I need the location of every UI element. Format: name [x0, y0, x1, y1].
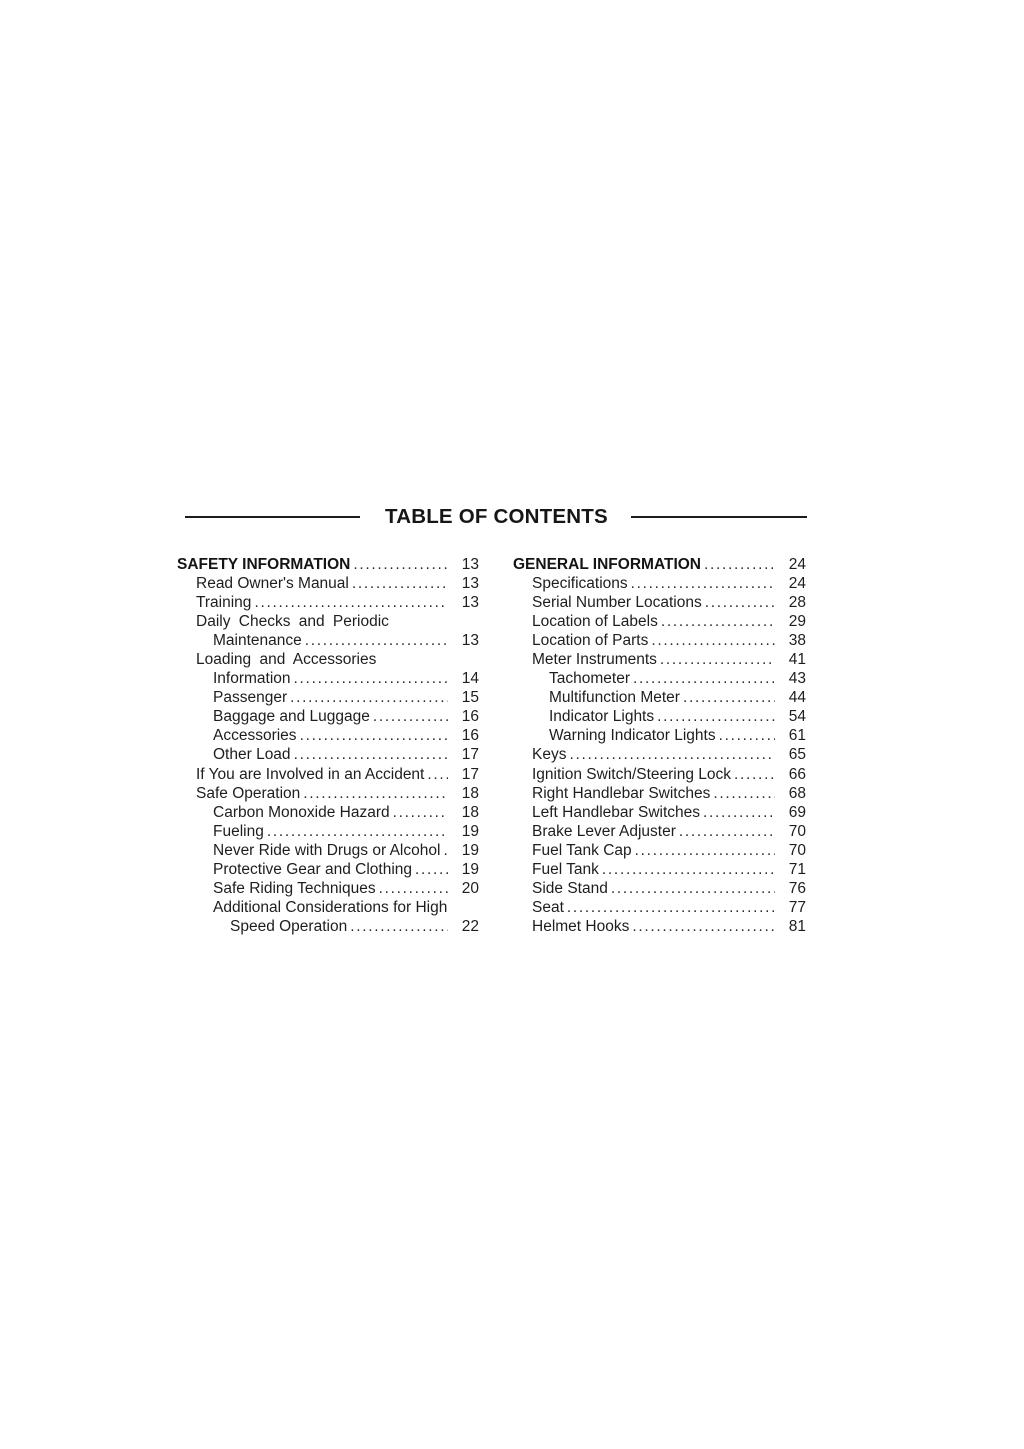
toc-entry-page: 19: [461, 822, 479, 840]
toc-entry-label: Right Handlebar Switches: [532, 784, 711, 802]
toc-entry-page: 18: [461, 803, 479, 821]
dot-leader: [705, 593, 775, 612]
toc-entry-label: Tachometer: [549, 670, 630, 688]
dot-leader: [704, 555, 775, 574]
toc-entry-label: Fueling: [213, 822, 264, 840]
table-of-contents-header: [185, 503, 807, 531]
dot-leader: [379, 879, 448, 898]
toc-entry: [513, 745, 806, 764]
toc-entry-page: 24: [788, 556, 806, 573]
dot-leader: [294, 745, 448, 764]
toc-entry-label: Daily Checks and Periodic: [196, 613, 389, 631]
toc-entry-page: 38: [788, 632, 806, 650]
toc-entry-page: 13: [461, 556, 479, 573]
toc-entry-page: 68: [788, 784, 806, 802]
dot-leader: [443, 841, 448, 860]
dot-leader: [254, 593, 448, 612]
toc-entry-page: 44: [788, 689, 806, 707]
toc-entry-label: Maintenance: [213, 632, 302, 650]
dot-leader: [651, 631, 775, 650]
toc-entry-label: Fuel Tank Cap: [532, 841, 632, 859]
toc-entry-page: 24: [788, 575, 806, 593]
toc-entry: [513, 841, 806, 860]
toc-entry: [177, 650, 479, 669]
dot-leader: [657, 707, 775, 726]
toc-column-right: [513, 555, 806, 936]
toc-entry-page: 28: [788, 594, 806, 612]
toc-entry-page: 16: [461, 727, 479, 745]
toc-entry: [177, 860, 479, 879]
toc-entry-label: Accessories: [213, 727, 297, 745]
toc-entry-label: Keys: [532, 746, 567, 764]
toc-entry-page: 41: [788, 651, 806, 669]
title-rule-left: [185, 516, 360, 518]
toc-entry: [177, 726, 479, 745]
toc-entry-label: Carbon Monoxide Hazard: [213, 803, 390, 821]
toc-entry-label: Warning Indicator Lights: [549, 727, 716, 745]
toc-entry: [177, 669, 479, 688]
toc-entry-label: Safe Riding Techniques: [213, 879, 376, 897]
toc-entry-label: GENERAL INFORMATION: [513, 556, 702, 573]
toc-entry-label: Loading and Accessories: [196, 651, 377, 669]
toc-entry: [513, 784, 806, 803]
toc-entry-label: Ignition Switch/Steering Lock: [532, 765, 732, 783]
dot-leader: [267, 822, 448, 841]
toc-entry-label: Fuel Tank: [532, 860, 599, 878]
dot-leader: [734, 765, 775, 784]
dot-leader: [635, 841, 775, 860]
dot-leader: [393, 803, 448, 822]
toc-entry-page: 17: [461, 765, 479, 783]
toc-entry-page: 29: [788, 613, 806, 631]
toc-entry-label: Read Owner's Manual: [196, 575, 349, 593]
toc-entry: [177, 688, 479, 707]
toc-entry-label: Additional Considerations for High: [213, 898, 448, 916]
toc-entry-page: 70: [788, 822, 806, 840]
toc-entry: [513, 879, 806, 898]
toc-entry-label: Baggage and Luggage: [213, 708, 370, 726]
toc-entry: [513, 688, 806, 707]
toc-entry-label: Information: [213, 670, 291, 688]
dot-leader: [567, 898, 775, 917]
dot-leader: [611, 879, 775, 898]
toc-entry: [177, 841, 479, 860]
toc-entry: [513, 822, 806, 841]
dot-leader: [683, 688, 775, 707]
toc-entry: [513, 555, 806, 574]
toc-entry-label: Helmet Hooks: [532, 917, 630, 935]
toc-entry: [513, 593, 806, 612]
dot-leader: [633, 669, 775, 688]
toc-entry-page: 54: [788, 708, 806, 726]
toc-entry-page: 15: [461, 689, 479, 707]
toc-entry-label: Location of Parts: [532, 632, 649, 650]
toc-entry-page: 81: [788, 917, 806, 935]
toc-entry: [513, 669, 806, 688]
dot-leader: [569, 745, 775, 764]
toc-entry-page: 19: [461, 860, 479, 878]
toc-entry-label: Multifunction Meter: [549, 689, 680, 707]
dot-leader: [679, 822, 775, 841]
toc-entry-page: 13: [461, 594, 479, 612]
toc-entry: [177, 784, 479, 803]
dot-leader: [290, 688, 448, 707]
dot-leader: [631, 574, 775, 593]
dot-leader: [303, 784, 448, 803]
toc-entry-page: 18: [461, 784, 479, 802]
dot-leader: [427, 765, 448, 784]
dot-leader: [713, 784, 775, 803]
dot-leader: [352, 574, 448, 593]
toc-entry-label: Side Stand: [532, 879, 608, 897]
toc-entry-page: 20: [461, 879, 479, 897]
toc-entry: [177, 822, 479, 841]
dot-leader: [305, 631, 448, 650]
toc-entry-label: Location of Labels: [532, 613, 658, 631]
toc-entry-page: 16: [461, 708, 479, 726]
toc-entry-label: Serial Number Locations: [532, 594, 702, 612]
toc-entry: [177, 593, 479, 612]
toc-entry-label: Protective Gear and Clothing: [213, 860, 413, 878]
toc-entry-page: 19: [461, 841, 479, 859]
dot-leader: [294, 669, 448, 688]
toc-entry-label: If You are Involved in an Accident: [196, 765, 425, 783]
toc-entry: [513, 860, 806, 879]
toc-entry: [177, 745, 479, 764]
toc-entry-label: Left Handlebar Switches: [532, 803, 701, 821]
toc-entry: [513, 574, 806, 593]
toc-entry: [177, 631, 479, 650]
toc-entry: [513, 707, 806, 726]
toc-entry-page: 70: [788, 841, 806, 859]
toc-entry-page: 22: [461, 917, 479, 935]
toc-column-left: [177, 555, 479, 936]
toc-entry: [513, 898, 806, 917]
toc-entry-page: 61: [788, 727, 806, 745]
toc-entry-page: 14: [461, 670, 479, 688]
toc-entry: [177, 555, 479, 574]
toc-entry: [513, 612, 806, 631]
toc-entry-page: 13: [461, 632, 479, 650]
toc-entry: [177, 574, 479, 593]
toc-entry-page: 66: [788, 765, 806, 783]
toc-entry-page: 76: [788, 879, 806, 897]
toc-entry-label: Seat: [532, 898, 564, 916]
toc-entry: [513, 631, 806, 650]
title-rule-right: [631, 516, 807, 518]
toc-entry-label: Specifications: [532, 575, 628, 593]
dot-leader: [300, 726, 448, 745]
toc-entry-label: Indicator Lights: [549, 708, 655, 726]
dot-leader: [415, 860, 448, 879]
toc-entry: [177, 898, 479, 917]
toc-entry-page: 71: [788, 860, 806, 878]
toc-entry-page: 43: [788, 670, 806, 688]
dot-leader: [661, 612, 775, 631]
toc-entry: [513, 650, 806, 669]
dot-leader: [373, 707, 448, 726]
toc-entry: [513, 803, 806, 822]
toc-entry-page: 13: [461, 575, 479, 593]
toc-entry-label: Safe Operation: [196, 784, 301, 802]
page-title: TABLE OF CONTENTS: [385, 505, 608, 528]
dot-leader: [632, 917, 775, 936]
toc-entry: [513, 917, 806, 936]
dot-leader: [719, 726, 775, 745]
toc-entry: [177, 803, 479, 822]
dot-leader: [350, 917, 448, 936]
toc-entry-label: Passenger: [213, 689, 288, 707]
toc-entry: [513, 726, 806, 745]
toc-entry-label: Never Ride with Drugs or Alcohol: [213, 841, 441, 859]
dot-leader: [703, 803, 775, 822]
dot-leader: [353, 555, 448, 574]
toc-entry-page: 65: [788, 746, 806, 764]
toc-entry: [177, 707, 479, 726]
toc-entry: [177, 765, 479, 784]
toc-entry-page: 17: [461, 746, 479, 764]
toc-entry: [177, 612, 479, 631]
toc-entry-label: Meter Instruments: [532, 651, 657, 669]
dot-leader: [660, 650, 775, 669]
toc-entry-label: Brake Lever Adjuster: [532, 822, 676, 840]
dot-leader: [602, 860, 775, 879]
toc-entry-label: Other Load: [213, 746, 291, 764]
toc-entry: [177, 879, 479, 898]
toc-entry-page: 69: [788, 803, 806, 821]
toc-entry-label: SAFETY INFORMATION: [177, 556, 351, 573]
toc-entry-label: Training: [196, 594, 252, 612]
toc-entry-label: Speed Operation: [230, 917, 348, 935]
toc-entry: [513, 765, 806, 784]
toc-entry-page: 77: [788, 898, 806, 916]
toc-entry: [177, 917, 479, 936]
